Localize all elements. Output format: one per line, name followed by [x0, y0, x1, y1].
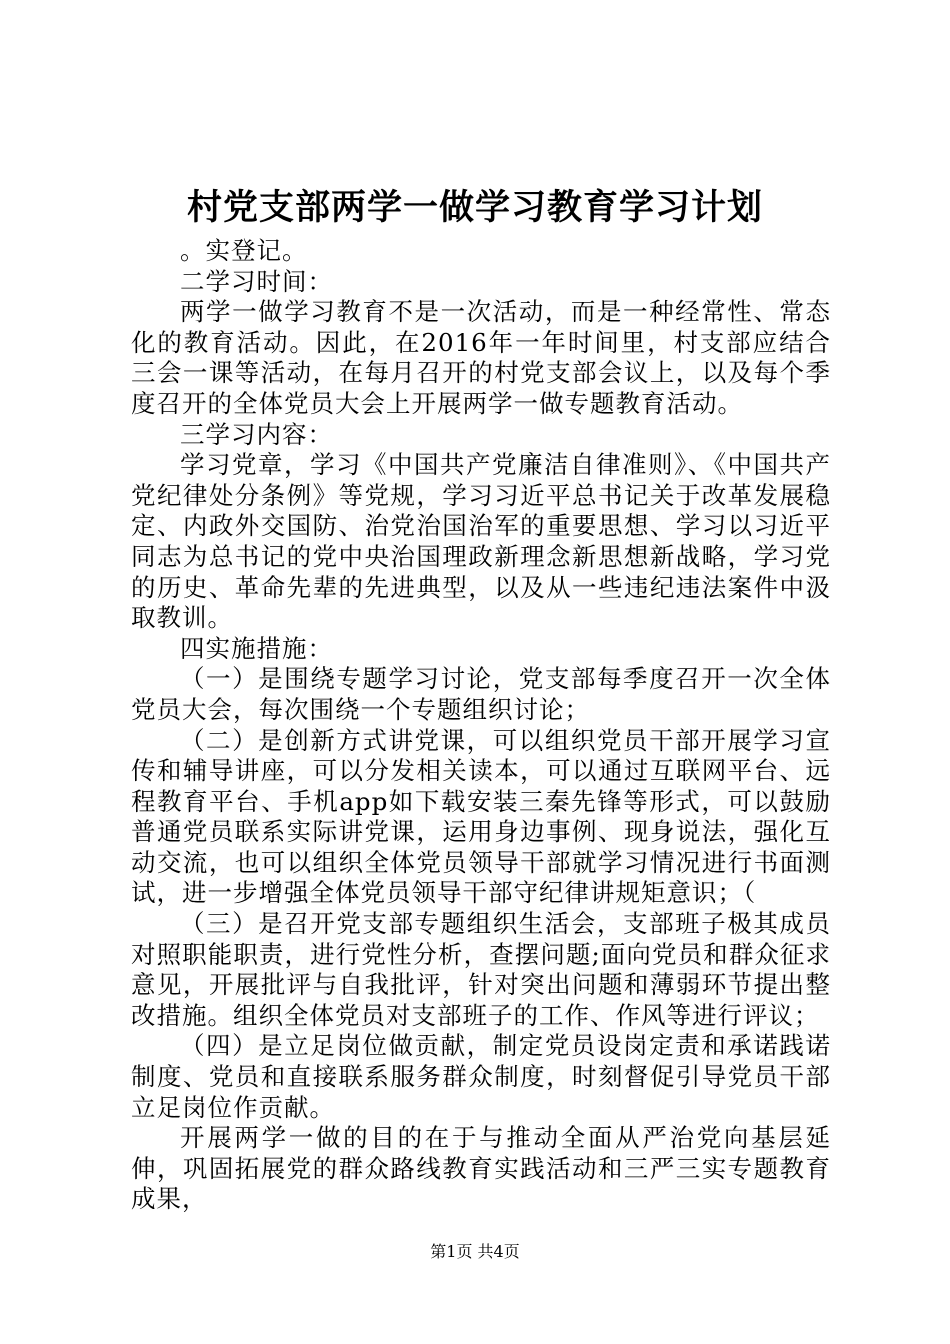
- page-number-footer: 第1页 共4页: [430, 1242, 520, 1261]
- paragraph-study-content: 学习党章，学习《中国共产党廉洁自律准则》、《中国共产党纪律处分条例》等党规，学习习近平总书记关于改革发展稳定、内政外交国防、治党治国治军的重要思想、学习以习近平同志为总书记的党中央治国理政新理念新思想新战略，学习党的历史、革命先辈的先进典型，以及从一些违纪违法案件中汲取教训。: [131, 450, 831, 633]
- paragraph-measure-2: （二）是创新方式讲党课，可以组织党员干部开展学习宣传和辅导讲座，可以分发相关读本，可以通过互联网平台、远程教育平台、手机app如下载安装三秦先锋等形式，可以鼓励普通党员联系实际讲党课，运用身边事例、现身说法，强化互动交流，也可以组织全体党员领导干部就学习情况进行书面测试，进一步增强全体党员领导干部守纪律讲规矩意识；（: [131, 725, 831, 908]
- paragraph-study-time: 两学一做学习教育不是一次活动，而是一种经常性、常态化的教育活动。因此，在2016年一年时间里，村支部应结合三会一课等活动，在每月召开的村党支部会议上，以及每个季度召开的全体党员大会上开展两学一做专题教育活动。: [131, 297, 831, 418]
- paragraph-measure-1: （一）是围绕专题学习讨论，党支部每季度召开一次全体党员大会，每次围绕一个专题组织讨论；: [131, 664, 831, 724]
- document-title: 村党支部两学一做学习教育学习计划: [186, 187, 763, 228]
- paragraph-measure-3: （三）是召开党支部专题组织生活会，支部班子极其成员对照职能职责，进行党性分析，查摆问题;面向党员和群众征求意见，开展批评与自我批评，针对突出问题和薄弱环节提出整改措施。组织全体党员对支部班子的工作、作风等进行评议；: [131, 909, 831, 1030]
- paragraph-measure-4: （四）是立足岗位做贡献，制定党员设岗定责和承诺践诺制度、党员和直接联系服务群众制度，时刻督促引导党员干部立足岗位作贡献。: [131, 1031, 831, 1122]
- section-heading-study-time: 二学习时间：: [180, 266, 333, 296]
- document-body: [131, 236, 831, 1215]
- section-heading-measures: 四实施措施：: [180, 633, 333, 663]
- paragraph-purpose: 开展两学一做的目的在于与推动全面从严治党向基层延伸，巩固拓展党的群众路线教育实践活动和三严三实专题教育成果，: [131, 1123, 831, 1214]
- paragraph-record-note: 。实登记。: [180, 236, 308, 265]
- section-heading-study-content: 三学习内容：: [180, 419, 333, 449]
